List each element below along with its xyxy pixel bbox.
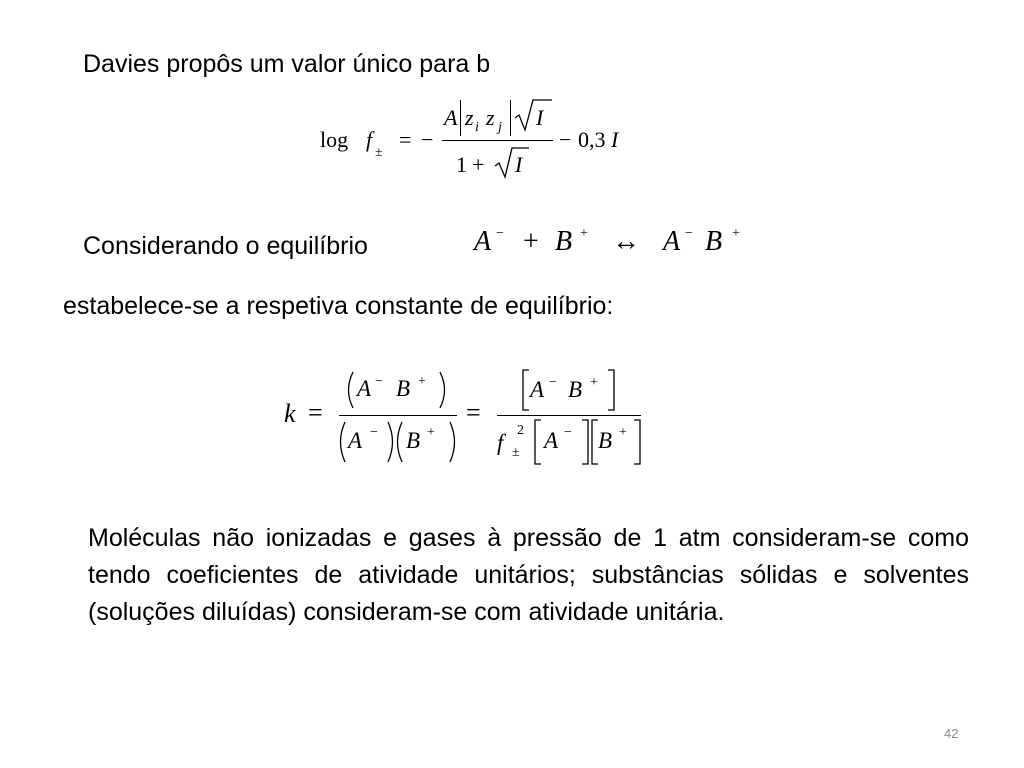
denominator-plus: +: [472, 152, 485, 177]
fraction-bar: [339, 415, 457, 416]
page-number: 42: [944, 726, 959, 741]
coefficient: 0,3: [578, 127, 606, 152]
minus-superscript: −: [496, 226, 504, 241]
plus-sign: +: [523, 226, 539, 257]
zj-subscript: j: [498, 120, 502, 135]
denominator-A: A: [348, 428, 363, 453]
numerator-I: I: [536, 105, 544, 130]
abs-bar-left: [460, 100, 461, 136]
plus-superscript: +: [427, 425, 435, 440]
minus-sign: −: [421, 127, 434, 152]
denominator-A: A: [544, 428, 559, 453]
k-symbol: k: [284, 399, 296, 428]
minus-superscript: −: [370, 425, 378, 440]
equals-sign: =: [399, 127, 412, 152]
pair-B: B: [705, 226, 723, 257]
zi-symbol: z: [465, 105, 474, 130]
log-symbol: log: [320, 127, 349, 152]
denominator-I: I: [515, 152, 523, 177]
plus-superscript: +: [619, 425, 627, 440]
zj-symbol: z: [486, 105, 495, 130]
estabelece-text: estabelece-se a respetiva constante de equilíbrio:: [63, 292, 614, 320]
cation-B: B: [555, 226, 573, 257]
fraction-bar: [497, 415, 641, 416]
denominator-B: B: [406, 428, 421, 453]
plus-superscript: +: [418, 374, 426, 389]
davies-heading: Davies propôs um valor único para b: [83, 50, 491, 78]
f-symbol: f: [366, 127, 373, 152]
denominator-one: 1: [456, 152, 467, 177]
sqrt-icon: [494, 146, 530, 180]
numerator-A: A: [444, 105, 458, 130]
minus-sign: −: [559, 127, 572, 152]
minus-superscript: −: [375, 374, 383, 389]
fraction-bar: [442, 140, 553, 141]
ionic-strength-I: I: [611, 127, 619, 152]
denominator-B: B: [598, 428, 613, 453]
minus-superscript: −: [564, 425, 572, 440]
plus-superscript: +: [580, 226, 588, 241]
pm-subscript: ±: [375, 145, 383, 160]
f-symbol: f: [497, 430, 504, 455]
minus-superscript: −: [549, 375, 557, 390]
numerator-A: A: [357, 376, 372, 401]
considerando-label: Considerando o equilíbrio: [83, 232, 368, 260]
minus-superscript: −: [685, 226, 693, 241]
numerator-A: A: [530, 377, 545, 402]
pair-A: A: [663, 226, 681, 257]
squared-superscript: 2: [517, 423, 524, 438]
numerator-B: B: [568, 377, 583, 402]
sqrt-icon: [514, 98, 554, 134]
abs-bar-right: [510, 100, 511, 136]
equals-sign: =: [308, 398, 323, 427]
zi-subscript: i: [475, 120, 479, 135]
anion-A: A: [474, 226, 492, 257]
numerator-B: B: [396, 376, 411, 401]
equals-sign: =: [466, 398, 481, 427]
plus-superscript: +: [732, 226, 740, 241]
pm-subscript: ±: [512, 445, 520, 460]
double-arrow-icon: ↔: [612, 226, 640, 257]
plus-superscript: +: [590, 375, 598, 390]
activity-note-paragraph: Moléculas não ionizadas e gases à pressão de 1 atm consideram-se como tendo coeficientes de atividade unitários; substâncias sólidas e solventes (soluções diluídas) consideram-se com atividade unitária.: [88, 524, 969, 626]
